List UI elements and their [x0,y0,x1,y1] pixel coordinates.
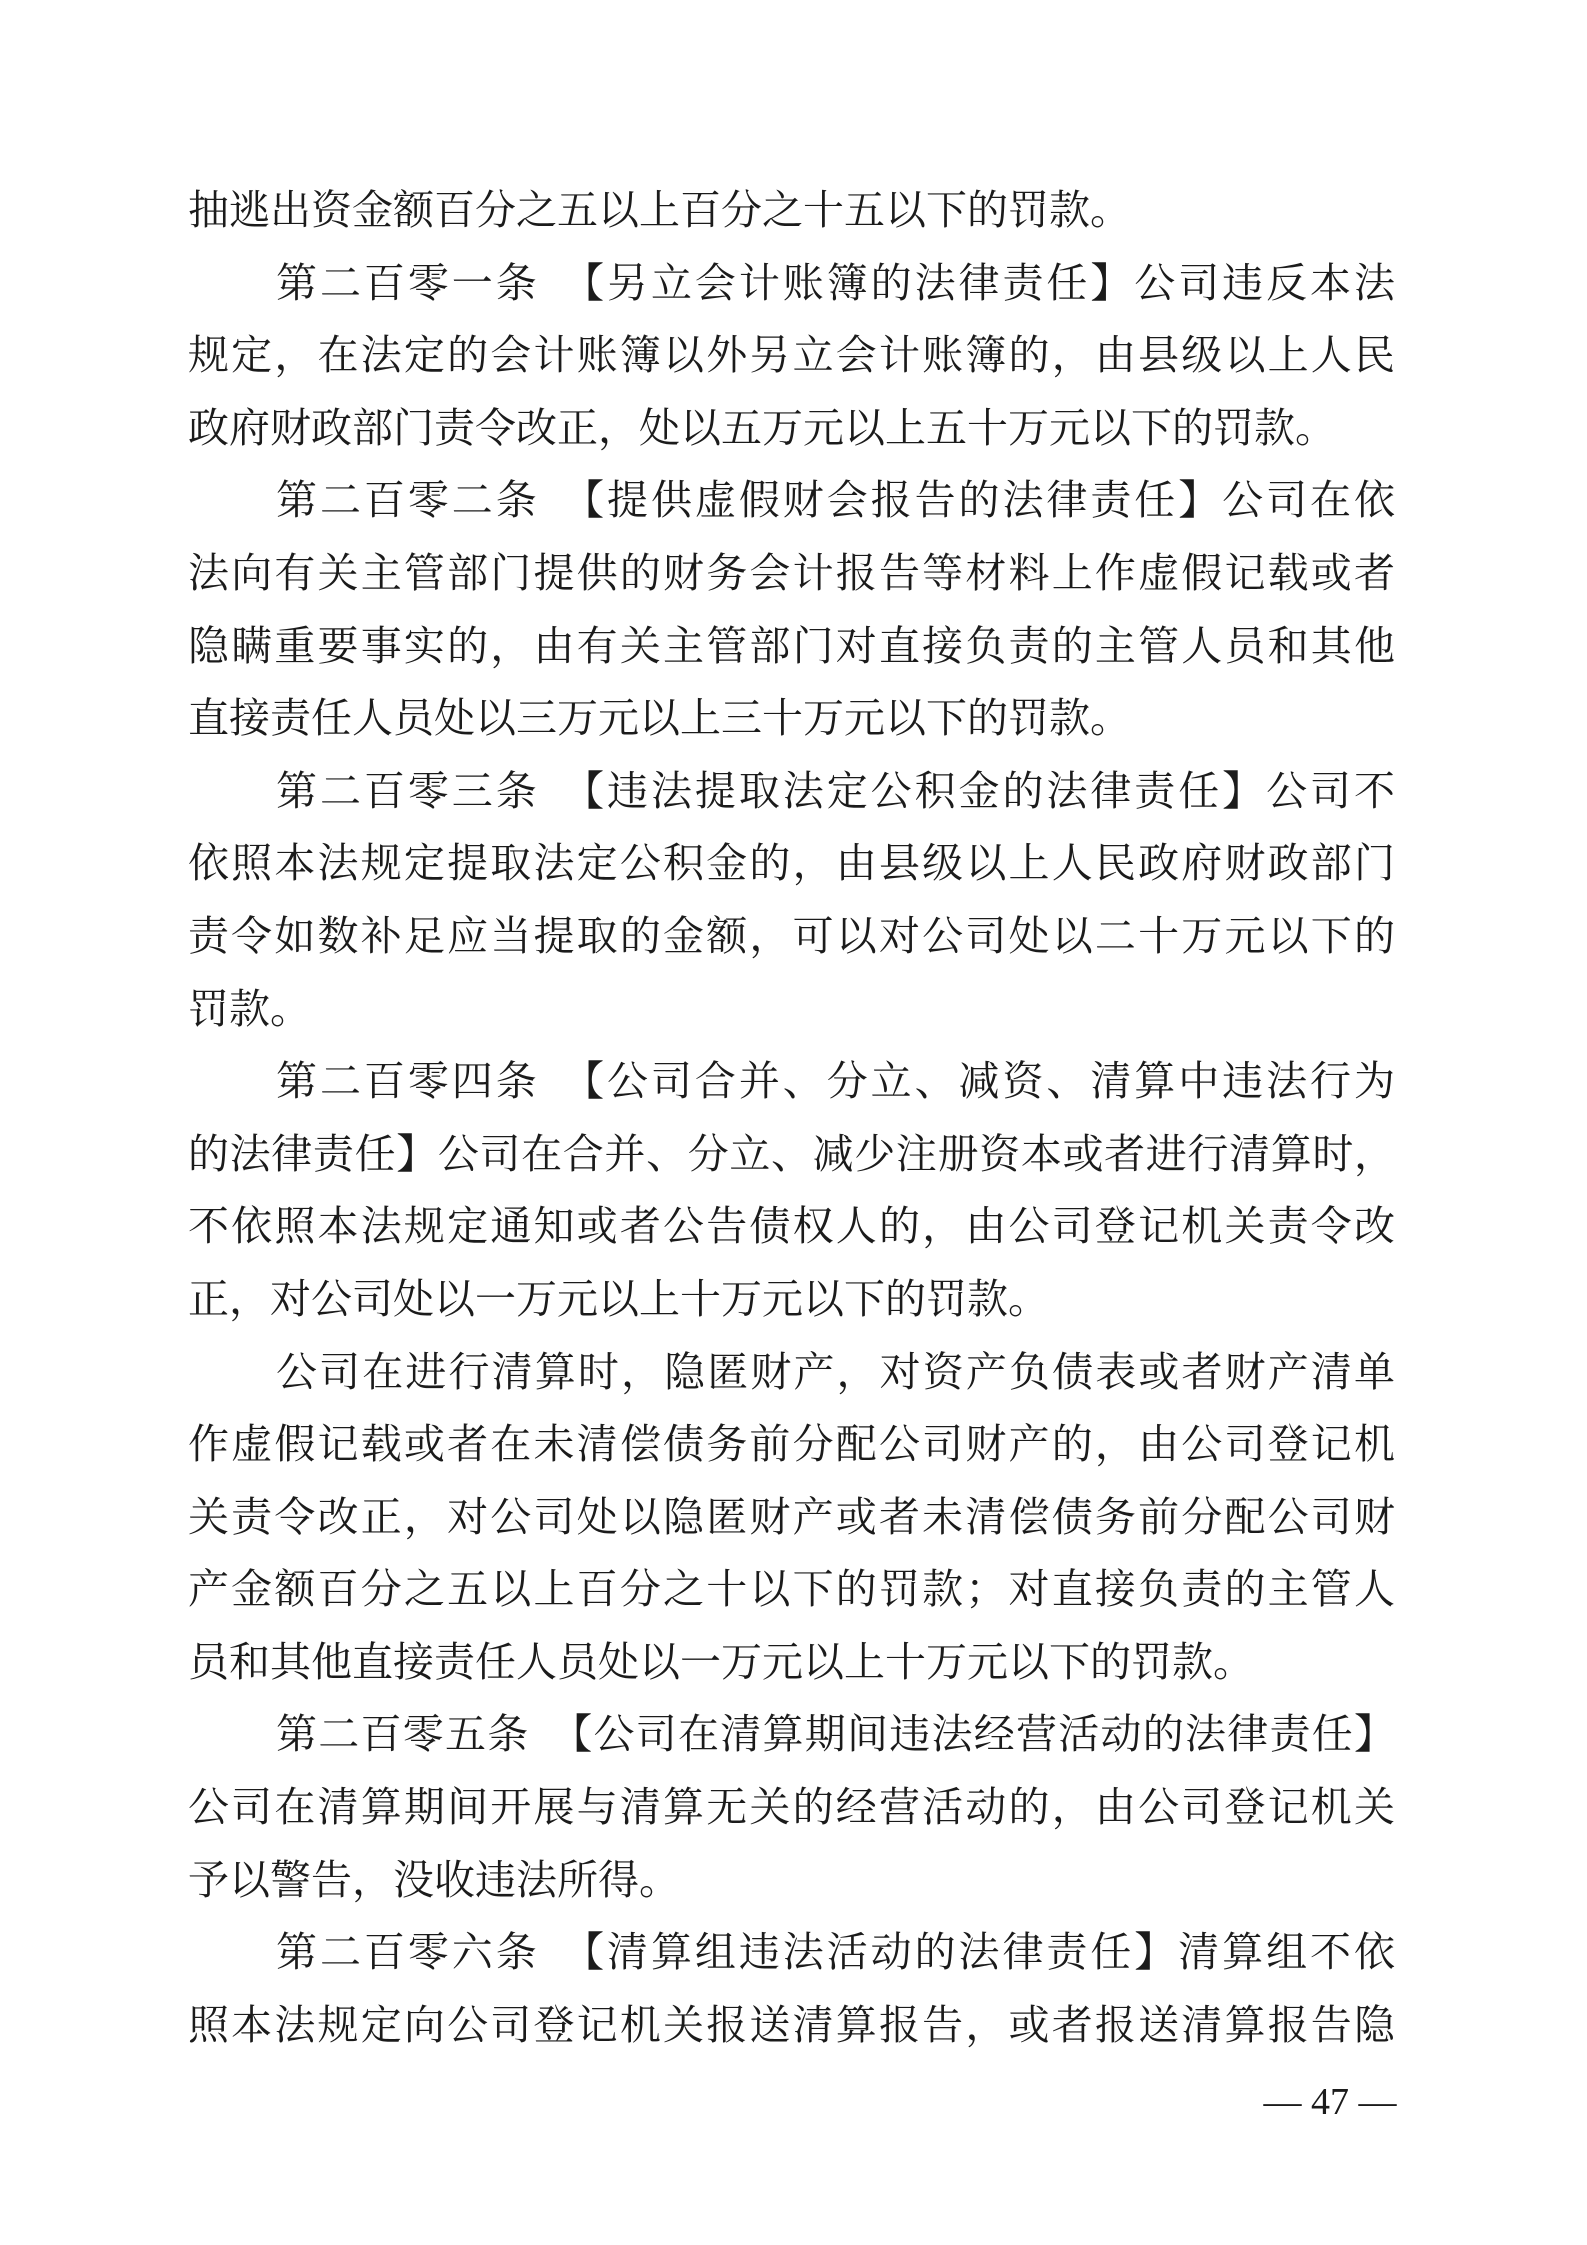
text-line: 规定，在法定的会计账簿以外另立会计账簿的，由县级以上人民 [188,332,1395,379]
text-line: 的法律责任】公司在合并、分立、减少注册资本或者进行清算时， [188,1130,1395,1177]
text-line: 正，对公司处以一万元以上十万元以下的罚款。 [188,1275,1049,1322]
text-line: 政府财政部门责令改正，处以五万元以上五十万元以下的罚款。 [188,404,1336,451]
text-line: 第二百零三条 【违法提取法定公积金的法律责任】公司不 [276,767,1395,814]
text-line: 公司在清算期间开展与清算无关的经营活动的，由公司登记机关 [188,1784,1395,1831]
text-line: 依照本法规定提取法定公积金的，由县级以上人民政府财政部门 [188,840,1395,887]
text-line: 隐瞒重要事实的，由有关主管部门对直接负责的主管人员和其他 [188,622,1395,669]
text-line: 照本法规定向公司登记机关报送清算报告，或者报送清算报告隐 [188,2001,1395,2048]
text-line: 产金额百分之五以上百分之十以下的罚款；对直接负责的主管人 [188,1566,1395,1613]
text-line: 第二百零六条 【清算组违法活动的法律责任】清算组不依 [276,1929,1395,1976]
text-line: 第二百零二条 【提供虚假财会报告的法律责任】公司在依 [276,477,1395,524]
text-line: 员和其他直接责任人员处以一万元以上十万元以下的罚款。 [188,1638,1254,1685]
text-line: 责令如数补足应当提取的金额，可以对公司处以二十万元以下的 [188,912,1395,959]
text-line: 罚款。 [188,985,311,1032]
text-line: 关责令改正，对公司处以隐匿财产或者未清偿债务前分配公司财 [188,1493,1395,1540]
document-body [188,174,1395,2061]
text-line: 作虚假记载或者在未清偿债务前分配公司财产的，由公司登记机 [188,1421,1395,1468]
text-line: 法向有关主管部门提供的财务会计报告等材料上作虚假记载或者 [188,549,1395,596]
text-line: 不依照本法规定通知或者公告债权人的，由公司登记机关责令改 [188,1203,1395,1250]
text-line: 公司在进行清算时，隐匿财产，对资产负债表或者财产清单 [276,1348,1395,1395]
text-line: 第二百零四条 【公司合并、分立、减资、清算中违法行为 [276,1058,1395,1105]
text-line: 抽逃出资金额百分之五以上百分之十五以下的罚款。 [188,187,1131,233]
text-line: 直接责任人员处以三万元以上三十万元以下的罚款。 [188,695,1131,742]
text-line: 第二百零一条 【另立会计账簿的法律责任】公司违反本法 [276,259,1395,306]
text-line: 予以警告，没收违法所得。 [188,1856,680,1903]
page-number: — 47 — [1263,2081,1397,2123]
text-line: 第二百零五条 【公司在清算期间违法经营活动的法律责任】 [276,1711,1395,1758]
